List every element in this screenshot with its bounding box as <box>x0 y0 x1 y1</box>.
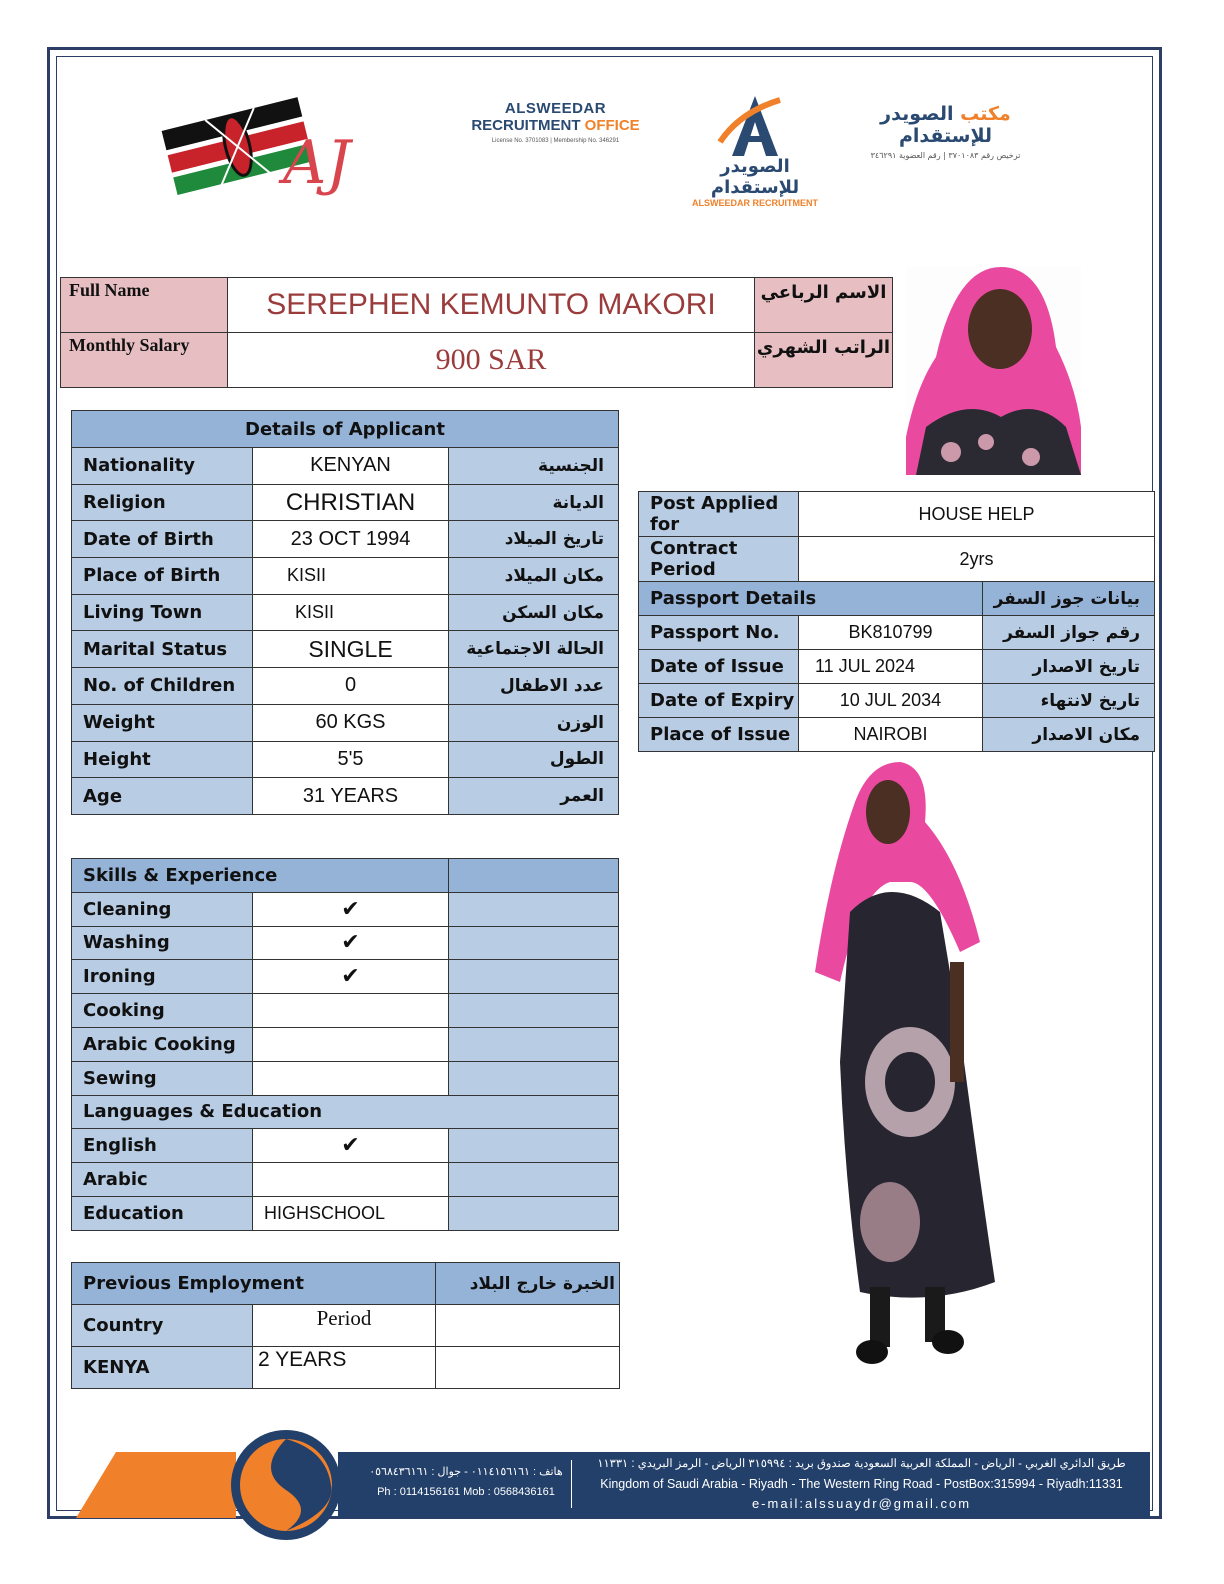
education-value: HIGHSCHOOL <box>253 1196 449 1230</box>
previous-period: 2 YEARS <box>253 1347 436 1389</box>
details-row <box>72 631 619 668</box>
passport-label: Place of Issue <box>639 718 799 752</box>
passport-arabic-label: تاريخ الاصدار <box>983 650 1155 684</box>
language-label: English <box>72 1129 253 1163</box>
passport-row <box>639 718 1155 752</box>
footer-separator <box>571 1460 572 1508</box>
detail-arabic-label: الوزن <box>449 704 619 741</box>
skill-label: Arabic Cooking <box>72 1027 253 1061</box>
language-check <box>253 1163 449 1197</box>
skill-check: ✔ <box>253 892 449 926</box>
skills-title: Skills & Experience <box>72 859 449 893</box>
office-arabic-license: ترخيص رقم ٣٧٠١٠٨٣ | رقم العضوية ٣٤٦٢٩١ <box>870 151 1021 160</box>
period-label: Period <box>253 1305 436 1347</box>
a-emblem-icon <box>710 92 800 158</box>
previous-blank <box>436 1347 620 1389</box>
education-label: Education <box>72 1196 253 1230</box>
portrait-photo <box>906 267 1081 475</box>
salary-arabic-label: الراتب الشهري <box>755 333 893 388</box>
language-check: ✔ <box>253 1129 449 1163</box>
passport-title: Passport Details <box>639 582 983 616</box>
footer-graphic <box>76 1430 376 1540</box>
passport-row <box>639 616 1155 650</box>
kenya-flag-logo <box>158 88 368 208</box>
detail-label: Religion <box>72 484 253 521</box>
passport-label: Date of Expiry <box>639 684 799 718</box>
detail-arabic-label: الجنسية <box>449 448 619 485</box>
details-table <box>71 410 619 815</box>
detail-label: Living Town <box>72 594 253 631</box>
language-blank <box>449 1129 619 1163</box>
post-value: HOUSE HELP <box>799 492 1155 537</box>
passport-table <box>638 491 1155 752</box>
country-label: Country <box>72 1305 253 1347</box>
passport-value: 11 JUL 2024 <box>799 650 983 684</box>
detail-label: Weight <box>72 704 253 741</box>
passport-value: 10 JUL 2034 <box>799 684 983 718</box>
details-row <box>72 484 619 521</box>
svg-text:AJ: AJ <box>283 128 351 198</box>
office-logo-license: License No. 3701083 | Membership No. 346291 <box>491 138 620 144</box>
passport-row <box>639 650 1155 684</box>
skill-row <box>72 994 619 1028</box>
skill-blank <box>449 926 619 960</box>
detail-value: SINGLE <box>253 631 449 668</box>
passport-label: Date of Issue <box>639 650 799 684</box>
detail-value: KISII <box>253 594 449 631</box>
passport-title-arabic: بيانات جوز السفر <box>983 582 1155 616</box>
a-logo-arabic: الصويدر للإستقدام <box>710 156 800 198</box>
skill-label: Washing <box>72 926 253 960</box>
detail-value: 0 <box>253 668 449 705</box>
office-arabic-word: مكتب <box>960 103 1011 125</box>
details-row <box>72 558 619 595</box>
post-label: Post Applied for <box>639 492 799 537</box>
skill-row <box>72 1061 619 1095</box>
office-logo-line2: RECRUITMENT OFFICE <box>471 117 640 134</box>
previous-row <box>72 1347 620 1389</box>
language-blank <box>449 1163 619 1197</box>
detail-arabic-label: الديانة <box>449 484 619 521</box>
detail-value: 23 OCT 1994 <box>253 521 449 558</box>
previous-blank <box>436 1305 620 1347</box>
skill-label: Cleaning <box>72 892 253 926</box>
office-arabic-name: الصويدر للإستقدام <box>880 103 993 147</box>
contract-value: 2yrs <box>799 537 1155 582</box>
detail-label: Nationality <box>72 448 253 485</box>
passport-row <box>639 684 1155 718</box>
skill-check: ✔ <box>253 960 449 994</box>
footer-phone-english: Ph : 0114156161 Mob : 0568436161 <box>377 1486 555 1498</box>
skills-table <box>71 858 619 1231</box>
office-arabic-logo <box>848 103 1043 160</box>
skill-blank <box>449 960 619 994</box>
detail-value: KENYAN <box>253 448 449 485</box>
full-name-value: SEREPHEN KEMUNTO MAKORI <box>228 278 755 333</box>
passport-value: BK810799 <box>799 616 983 650</box>
language-blank <box>449 1196 619 1230</box>
alsweedar-office-logo <box>468 100 643 144</box>
language-row <box>72 1163 619 1197</box>
skill-check <box>253 994 449 1028</box>
footer-email[interactable]: e-mail:alssuaydr@gmail.com <box>751 1496 972 1511</box>
footer-phone-arabic: هاتف : ٠١١٤١٥٦١٦١ - جوال : ٠٥٦٨٤٣٦١٦١ <box>369 1466 563 1478</box>
passport-label: Passport No. <box>639 616 799 650</box>
details-row <box>72 668 619 705</box>
details-row <box>72 704 619 741</box>
previous-title-arabic: الخبرة خارج البلاد <box>436 1263 620 1305</box>
full-name-arabic-label: الاسم الرباعي <box>755 278 893 333</box>
passport-arabic-label: تاريخ لانتهاء <box>983 684 1155 718</box>
language-label: Arabic <box>72 1163 253 1197</box>
detail-value: 60 KGS <box>253 704 449 741</box>
contract-label: Contract Period <box>639 537 799 582</box>
footer-address <box>584 1454 1139 1514</box>
detail-value: KISII <box>253 558 449 595</box>
detail-arabic-label: مكان الميلاد <box>449 558 619 595</box>
previous-employment-table <box>71 1262 620 1389</box>
skill-label: Cooking <box>72 994 253 1028</box>
skill-blank <box>449 892 619 926</box>
full-body-photo <box>810 762 1000 1367</box>
detail-value: 5'5 <box>253 741 449 778</box>
detail-arabic-label: عدد الاطفال <box>449 668 619 705</box>
languages-title: Languages & Education <box>72 1095 619 1129</box>
skill-row <box>72 1027 619 1061</box>
name-salary-table <box>60 277 893 388</box>
details-row <box>72 741 619 778</box>
skill-check <box>253 1027 449 1061</box>
skill-row <box>72 926 619 960</box>
detail-arabic-label: الحالة الاجتماعية <box>449 631 619 668</box>
detail-arabic-label: الطول <box>449 741 619 778</box>
full-name-label: Full Name <box>61 278 228 333</box>
passport-arabic-label: مكان الاصدار <box>983 718 1155 752</box>
details-row <box>72 521 619 558</box>
passport-arabic-label: رقم جواز السفر <box>983 616 1155 650</box>
skill-blank <box>449 1061 619 1095</box>
skill-check: ✔ <box>253 926 449 960</box>
skill-blank <box>449 994 619 1028</box>
detail-arabic-label: مكان السكن <box>449 594 619 631</box>
detail-arabic-label: تاريخ الميلاد <box>449 521 619 558</box>
detail-label: Date of Birth <box>72 521 253 558</box>
details-row <box>72 778 619 815</box>
previous-country: KENYA <box>72 1347 253 1389</box>
details-title: Details of Applicant <box>72 411 619 448</box>
alsweedar-a-logo <box>685 92 825 208</box>
skill-check <box>253 1061 449 1095</box>
detail-label: Place of Birth <box>72 558 253 595</box>
language-row <box>72 1196 619 1230</box>
skill-blank <box>449 1027 619 1061</box>
salary-value: 900 SAR <box>228 333 755 388</box>
previous-title: Previous Employment <box>72 1263 436 1305</box>
detail-label: No. of Children <box>72 668 253 705</box>
details-row <box>72 594 619 631</box>
footer-address-arabic: طريق الدائري الغربي - الرياض - المملكة العربية السعودية صندوق بريد : ٣١٥٩٩٤ الرياض - الرمز البريدي : ١١٣٣١ <box>597 1458 1126 1470</box>
detail-label: Age <box>72 778 253 815</box>
footer-address-english: Kingdom of Saudi Arabia - Riyadh - The Western Ring Road - PostBox:315994 - Riyadh:11331 <box>600 1477 1123 1491</box>
language-row <box>72 1129 619 1163</box>
footer <box>76 1430 1151 1518</box>
skill-row <box>72 960 619 994</box>
details-row <box>72 448 619 485</box>
footer-contact <box>366 1462 566 1502</box>
detail-label: Marital Status <box>72 631 253 668</box>
passport-value: NAIROBI <box>799 718 983 752</box>
a-logo-english: ALSWEEDAR RECRUITMENT <box>692 198 818 208</box>
detail-arabic-label: العمر <box>449 778 619 815</box>
skill-label: Sewing <box>72 1061 253 1095</box>
detail-value: 31 YEARS <box>253 778 449 815</box>
detail-value: CHRISTIAN <box>253 484 449 521</box>
salary-label: Monthly Salary <box>61 333 228 388</box>
office-logo-line1: ALSWEEDAR <box>504 100 607 117</box>
skills-title-blank <box>449 859 619 893</box>
skill-row <box>72 892 619 926</box>
detail-label: Height <box>72 741 253 778</box>
skill-label: Ironing <box>72 960 253 994</box>
